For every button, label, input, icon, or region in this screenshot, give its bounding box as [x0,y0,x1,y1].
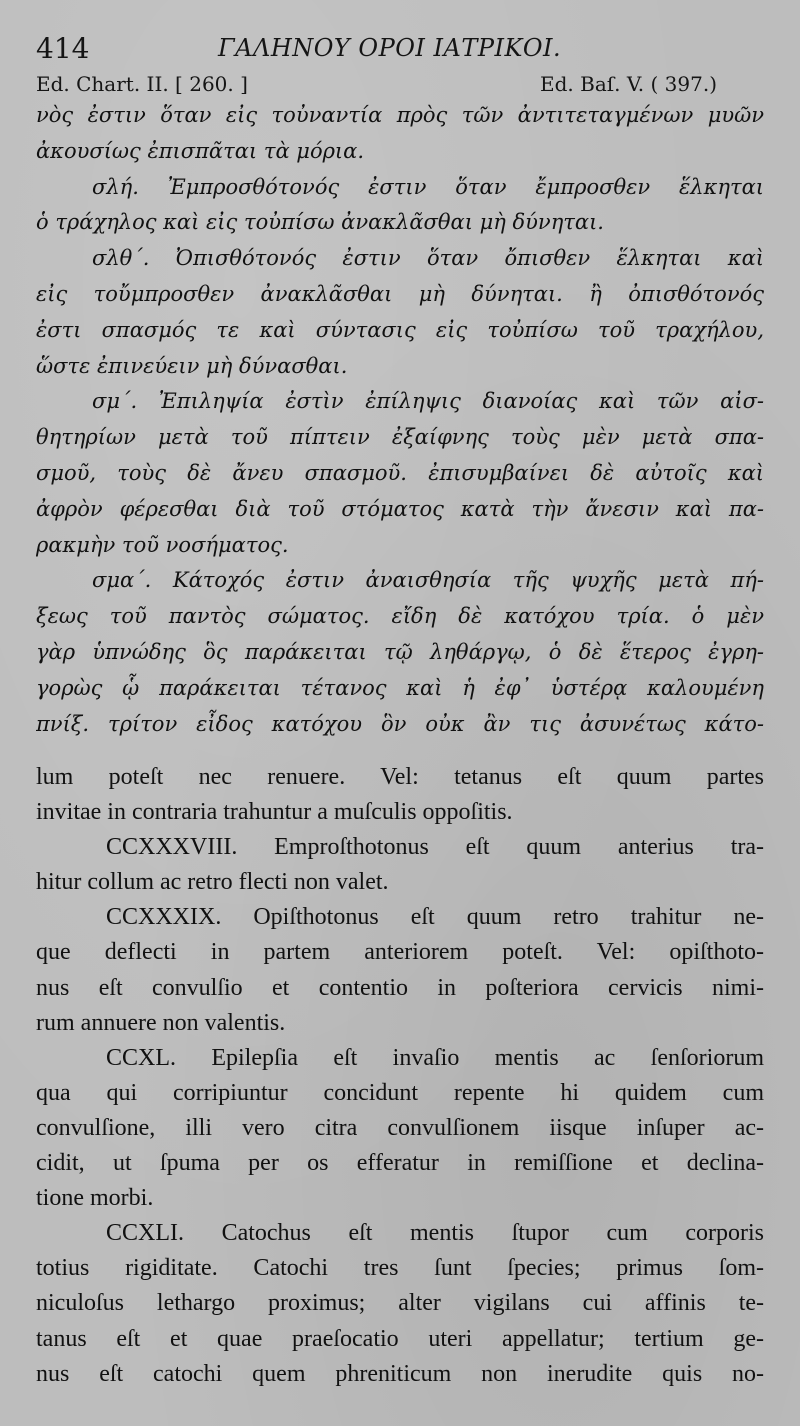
greek-line: σμ΄. Ἐπιληψία ἐστὶν ἐπίληψις διανοίας καὶ τῶν αἰσ- [92,389,764,414]
greek-line: εἰς τοὔμπροσθεν ἀνακλᾶσθαι μὴ δύνηται. ἢ ὀπισθότονός [36,281,764,306]
greek-line: σμοῦ, τοὺς δὲ ἄνευ σπασμοῦ. ἐπισυμβαίνει δὲ αὐτοῖς καὶ [36,460,764,485]
edition-reference-left: Ed. Chart. II. [ 260. ] [36,72,248,96]
greek-line: ἀκουσίως ἐπισπᾶται τὰ μόρια. [36,138,365,163]
greek-line: σλή. Ἐμπροσθότονός ἐστιν ὅταν ἔμπροσθεν ἕλκηται [92,174,764,199]
latin-line: nus eſt catochi quem phreniticum non inerudite quis no- [36,1360,764,1387]
latin-line: qua qui corripiuntur concidunt repente hi quidem cum [36,1079,764,1106]
latin-line: CCXLI. Catochus eſt mentis ſtupor cum corporis [106,1220,764,1247]
greek-line: γορὼς ᾧ παράκειται τέτανος καὶ ἡ ἐφ᾽ ὑστέρᾳ καλουμένη [36,675,764,700]
greek-line: ξεως τοῦ παντὸς σώματος. εἴδη δὲ κατόχου τρία. ὁ μὲν [36,604,764,629]
latin-line: que deflecti in partem anteriorem poteſt. Vel: opiſthoto- [36,939,764,966]
greek-line: ἐστι σπασμός τε καὶ σύντασις εἰς τοὐπίσω τοῦ τραχήλου, [36,317,764,342]
running-title: ΓΑΛΗΝΟΥ ΟΡΟΙ ΙΑΤΡΙΚΟΙ. [218,34,562,62]
latin-line: invitae in contraria trahuntur a muſculis oppoſitis. [36,799,513,826]
greek-line: σλθ΄. Ὀπισθότονός ἐστιν ὅταν ὄπισθεν ἕλκηται καὶ [92,246,764,271]
greek-line: θητηρίων μετὰ τοῦ πίπτειν ἐξαίφνης τοὺς μὲν μετὰ σπα- [36,425,764,450]
latin-line: convulſione, illi vero citra convulſionem iisque inſuper ac- [36,1114,764,1141]
greek-line: πνίξ. τρίτον εἶδος κατόχου ὃν οὐκ ἂν τις ἀσυνέτως κάτο- [36,711,764,736]
greek-text-block [36,98,764,742]
greek-line: νὸς ἐστιν ὅταν εἰς τοὐναντία πρὸς τῶν ἀντιτεταγμένων μυῶν [36,103,764,127]
greek-line: γὰρ ὑπνώδης ὃς παράκειται τῷ ληθάργῳ, ὁ δὲ ἕτερος ἐγρη- [36,639,764,664]
greek-line: σμα΄. Κάτοχός ἐστιν ἀναισθησία τῆς ψυχῆς μετὰ πή- [92,568,764,593]
greek-line: ὥστε ἐπινεύειν μὴ δύνασθαι. [36,353,348,378]
greek-line: ρακμὴν τοῦ νοσήματος. [36,532,289,557]
greek-line: ὁ τράχηλος καὶ εἰς τοὐπίσω ἀνακλᾶσθαι μὴ δύνηται. [36,210,604,235]
latin-line: totius rigiditate. Catochi tres ſunt ſpecies; primus ſom- [36,1255,764,1282]
latin-line: CCXXXIX. Opiſthotonus eſt quum retro trahitur ne- [106,904,764,931]
latin-line: rum annuere non valentis. [36,1009,286,1036]
latin-line: cidit, ut ſpuma per os efferatur in remiſſione et declina- [36,1150,764,1177]
page-number: 414 [36,32,90,65]
latin-line: CCXXXVIII. Emproſthotonus eſt quum anterius tra- [106,834,764,861]
greek-line: ἀφρὸν φέρεσθαι διὰ τοῦ στόματος κατὰ τὴν ἄνεσιν καὶ πα- [36,496,764,521]
latin-line: hitur collum ac retro flecti non valet. [36,869,389,896]
latin-text-block [36,760,764,1392]
latin-line: CCXL. Epilepſia eſt invaſio mentis ac ſenſoriorum [106,1044,764,1071]
latin-line: tione morbi. [36,1185,154,1212]
latin-line: lum poteſt nec renuere. Vel: tetanus eſt quum partes [36,764,764,790]
latin-line: tanus eſt et quae praeſocatio uteri appellatur; tertium ge- [36,1325,764,1352]
latin-line: nus eſt convulſio et contentio in poſteriora cervicis nimi- [36,974,764,1001]
edition-reference-right: Ed. Baſ. V. ( 397.) [540,72,718,96]
latin-line: niculoſus lethargo proximus; alter vigilans cui affinis te- [36,1290,764,1317]
